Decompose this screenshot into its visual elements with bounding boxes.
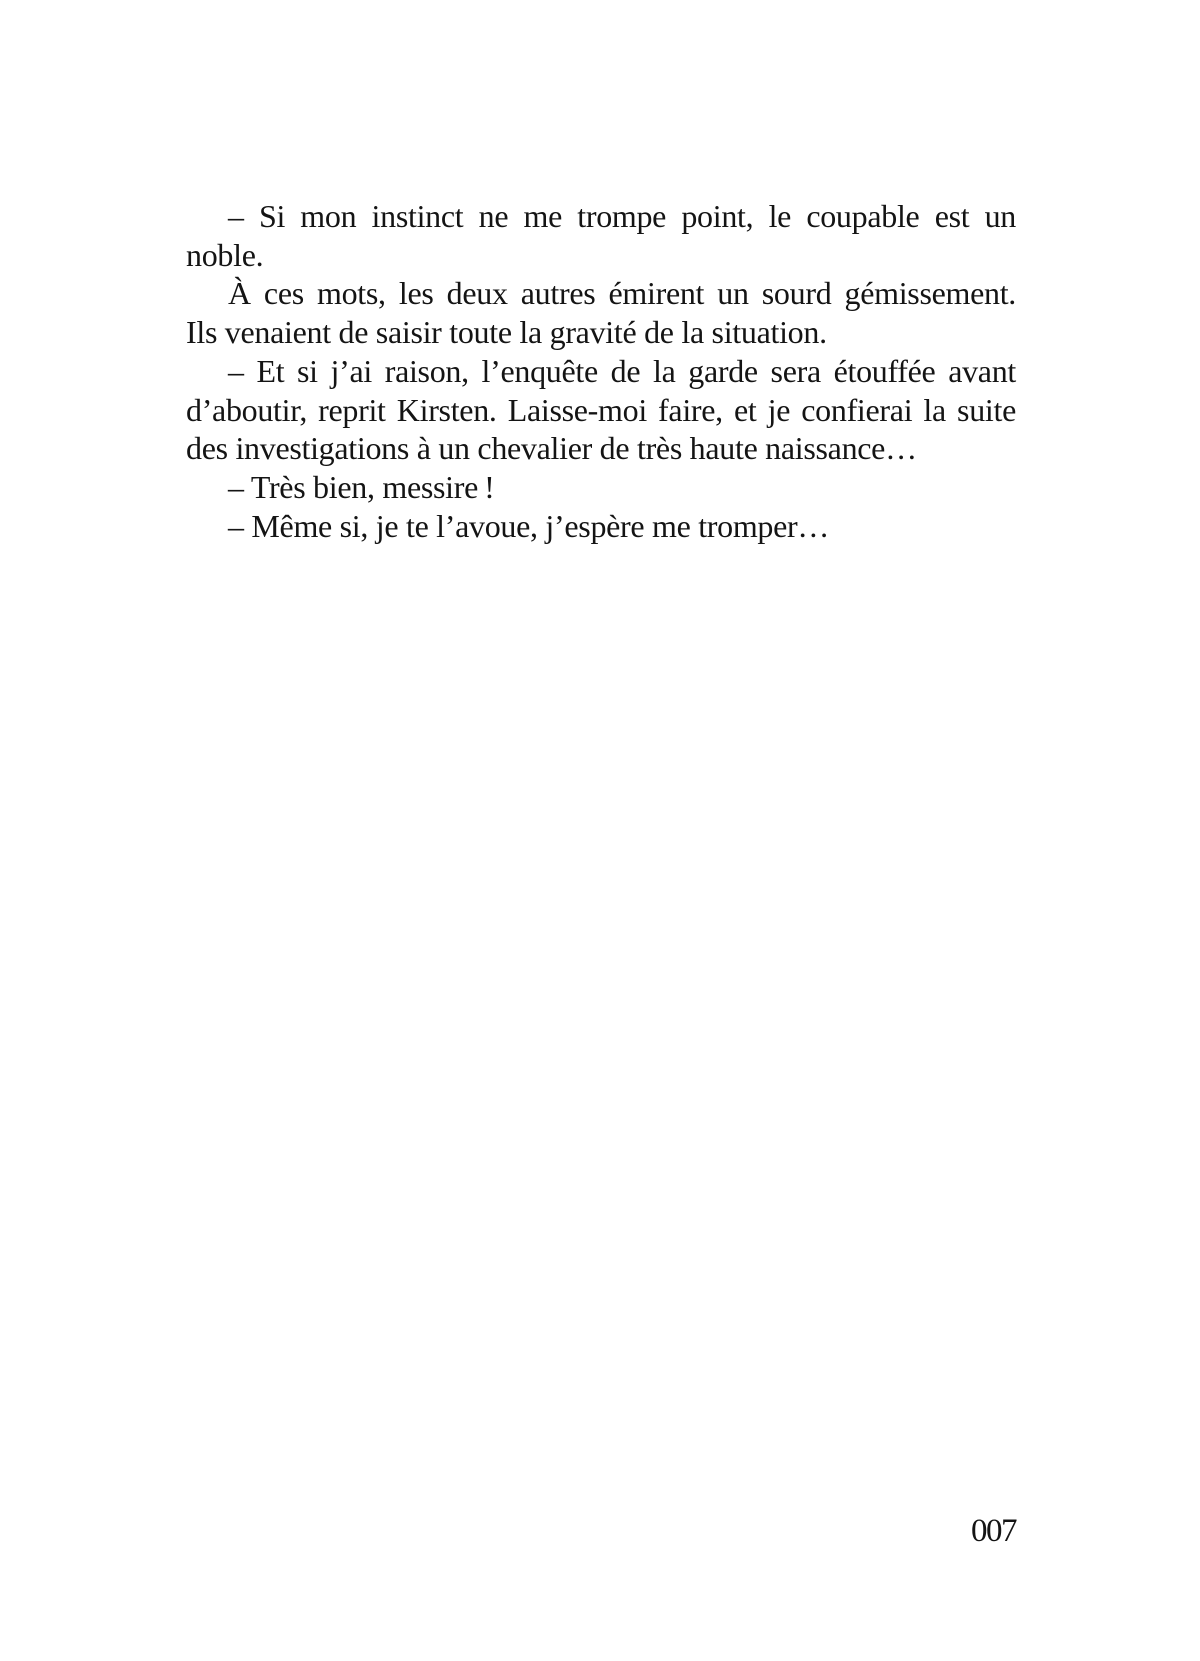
text-line: d’aboutir, reprit Kirsten. Laisse-moi faire, et je confierai la suite	[186, 391, 1016, 428]
text-line: – Si mon instinct ne me trompe point, le coupable est un	[228, 198, 1016, 234]
text-line: Ils venaient de saisir toute la gravité de la situation.	[186, 314, 827, 351]
page-text	[186, 197, 1016, 545]
text-line: – Même si, je te l’avoue, j’espère me tromper…	[228, 507, 830, 544]
text-line: des investigations à un chevalier de très haute naissance…	[186, 430, 917, 467]
page-number: 007	[971, 1513, 1016, 1549]
text-line: noble.	[186, 236, 264, 273]
text-line: À ces mots, les deux autres émirent un sourd gémissement.	[228, 275, 1016, 312]
text-line: – Et si j’ai raison, l’enquête de la garde sera étouffée avant	[228, 352, 1016, 389]
text-line: – Très bien, messire !	[228, 468, 495, 505]
